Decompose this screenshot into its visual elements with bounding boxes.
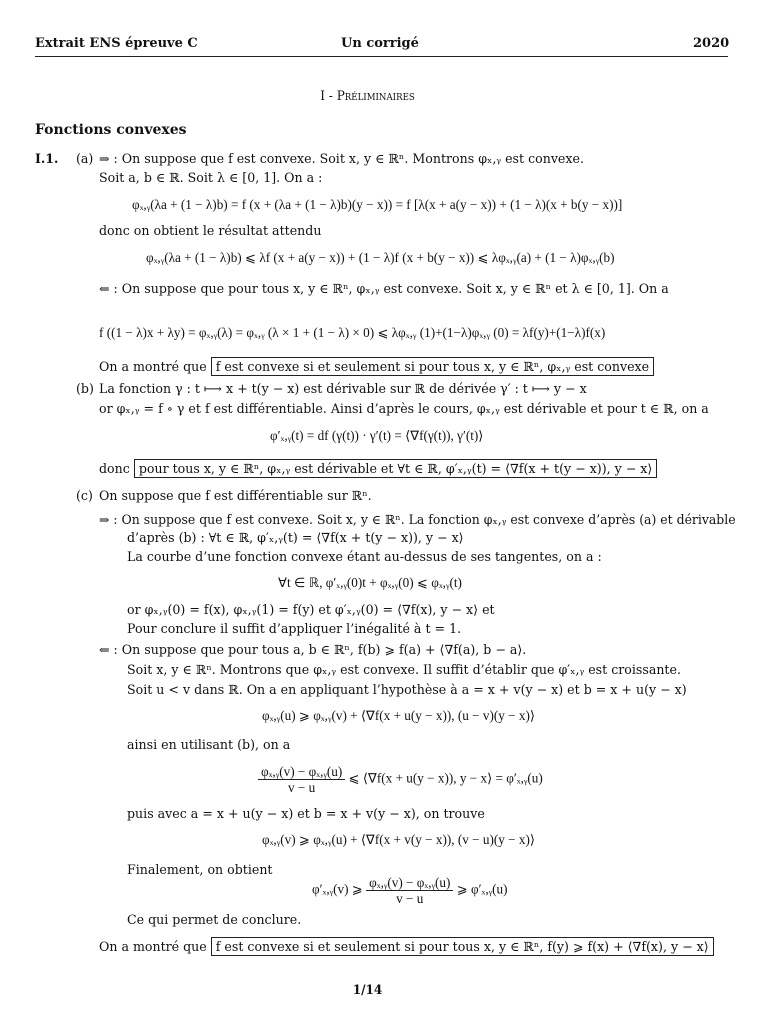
equation-fraction bbox=[258, 764, 543, 795]
part-a-label: (a) bbox=[76, 151, 94, 166]
part-c-label: (c) bbox=[76, 488, 93, 503]
equation: φₓ,ᵧ(λa + (1 − λ)b) = f (x + (λa + (1 − λ)b)(y − x)) = f [λ(x + a(y − x)) + (1 − λ)(x + b(y − x))] bbox=[132, 197, 623, 212]
boxed-result: pour tous x, y ∈ ℝⁿ, φₓ,ᵧ est dérivable et ∀t ∈ ℝ, φ′ₓ,ᵧ(t) = ⟨∇f(x + t(y − x)), y − x⟩ bbox=[134, 459, 657, 478]
fraction-numerator: φₓ,ᵧ(v) − φₓ,ᵧ(u) bbox=[258, 764, 345, 780]
equation: φ′ₓ,ᵧ(t) = df (γ(t)) · γ′(t) = ⟨∇f(γ(t)), γ′(t)⟩ bbox=[270, 428, 484, 443]
text-line: On suppose que f est différentiable sur ℝⁿ. bbox=[99, 488, 372, 503]
text-line: or φₓ,ᵧ = f ∘ γ et f est différentiable. Ainsi d’après le cours, φₓ,ᵧ est dérivable et pour t ∈ ℝ, on a bbox=[99, 401, 709, 416]
text-line: Ce qui permet de conclure. bbox=[127, 912, 302, 927]
text-line: Finalement, on obtient bbox=[127, 862, 273, 877]
equation-left: φ′ₓ,ᵧ(v) ⩾ bbox=[312, 881, 363, 897]
subsection-title: Fonctions convexes bbox=[35, 122, 187, 138]
text-line: Soit u < v dans ℝ. On a en appliquant l’hypothèse à a = x + v(y − x) et b = x + u(y − x) bbox=[127, 682, 687, 697]
text-line: ainsi en utilisant (b), on a bbox=[127, 737, 291, 752]
header-right: 2020 bbox=[693, 36, 730, 51]
text-line: puis avec a = x + u(y − x) et b = x + v(y − x), on trouve bbox=[127, 806, 485, 821]
fraction-denominator: v − u bbox=[396, 891, 424, 906]
equation: φₓ,ᵧ(u) ⩾ φₓ,ᵧ(v) + ⟨∇f(x + u(y − x)), (u − v)(y − x)⟩ bbox=[262, 708, 535, 723]
boxed-result: f est convexe si et seulement si pour tous x, y ∈ ℝⁿ, φₓ,ᵧ est convexe bbox=[211, 357, 654, 376]
fraction bbox=[258, 764, 345, 795]
equation-fraction bbox=[312, 875, 508, 906]
equation: φₓ,ᵧ(v) ⩾ φₓ,ᵧ(u) + ⟨∇f(x + v(y − x)), (v − u)(y − x)⟩ bbox=[262, 832, 535, 847]
text-line: Soit a, b ∈ ℝ. Soit λ ∈ [0, 1]. On a : bbox=[99, 170, 323, 185]
boxed-result: f est convexe si et seulement si pour tous x, y ∈ ℝⁿ, f(y) ⩾ f(x) + ⟨∇f(x), y − x⟩ bbox=[211, 937, 714, 956]
equation: φₓ,ᵧ(λa + (1 − λ)b) ⩽ λf (x + a(y − x)) + (1 − λ)f (x + b(y − x)) ⩽ λφₓ,ᵧ(a) + (1 − λ)φₓ,ᵧ(b) bbox=[146, 250, 615, 265]
part-b-label: (b) bbox=[76, 381, 94, 396]
text-line: Pour conclure il suffit d’appliquer l’inégalité à t = 1. bbox=[127, 621, 462, 636]
question-label: I.1. bbox=[35, 151, 59, 166]
page-number: 1/14 bbox=[352, 982, 383, 997]
text-line: donc on obtient le résultat attendu bbox=[99, 223, 322, 238]
header-rule bbox=[35, 56, 728, 57]
text-line bbox=[99, 461, 657, 477]
text-prefix: On a montré que bbox=[99, 359, 207, 374]
text-line: ⇐ : On suppose que pour tous a, b ∈ ℝⁿ, f(b) ⩾ f(a) + ⟨∇f(a), b − a⟩. bbox=[99, 642, 527, 657]
fraction bbox=[366, 875, 453, 906]
text-line: Soit x, y ∈ ℝⁿ. Montrons que φₓ,ᵧ est convexe. Il suffit d’établir que φ′ₓ,ᵧ est croissante. bbox=[127, 662, 681, 677]
text-prefix: On a montré que bbox=[99, 939, 207, 954]
text-line: La fonction γ : t ⟼ x + t(y − x) est dérivable sur ℝ de dérivée γ′ : t ⟼ y − x bbox=[99, 381, 587, 396]
equation: f ((1 − λ)x + λy) = φₓ,ᵧ(λ) = φₓ,ᵧ (λ × 1 + (1 − λ) × 0) ⩽ λφₓ,ᵧ (1)+(1−λ)φₓ,ᵧ (0) = λf(y)+(1−λ)f(x) bbox=[99, 325, 606, 340]
text-line: ⇒ : On suppose que f est convexe. Soit x, y ∈ ℝⁿ. Montrons φₓ,ᵧ est convexe. bbox=[99, 151, 584, 166]
text-line bbox=[99, 939, 714, 955]
section-title: I - Préliminaires bbox=[320, 88, 415, 103]
text-line: ⇐ : On suppose que pour tous x, y ∈ ℝⁿ, φₓ,ᵧ est convexe. Soit x, y ∈ ℝⁿ et λ ∈ [0, 1]. On a bbox=[99, 281, 669, 296]
fraction-numerator: φₓ,ᵧ(v) − φₓ,ᵧ(u) bbox=[366, 875, 453, 891]
header-center: Un corrigé bbox=[341, 36, 419, 51]
text-prefix: donc bbox=[99, 461, 130, 476]
header-left: Extrait ENS épreuve C bbox=[35, 36, 198, 51]
equation-right: ⩾ φ′ₓ,ᵧ(u) bbox=[456, 881, 508, 897]
equation: ∀t ∈ ℝ, φ′ₓ,ᵧ(0)t + φₓ,ᵧ(0) ⩽ φₓ,ᵧ(t) bbox=[278, 575, 462, 590]
fraction-denominator: v − u bbox=[288, 780, 316, 795]
text-line bbox=[99, 359, 654, 375]
text-line: or φₓ,ᵧ(0) = f(x), φₓ,ᵧ(1) = f(y) et φ′ₓ,ᵧ(0) = ⟨∇f(x), y − x⟩ et bbox=[127, 602, 495, 617]
text-line: d’après (b) : ∀t ∈ ℝ, φ′ₓ,ᵧ(t) = ⟨∇f(x + t(y − x)), y − x⟩ bbox=[127, 530, 464, 545]
equation-rest: ⩽ ⟨∇f(x + u(y − x)), y − x⟩ = φ′ₓ,ᵧ(u) bbox=[348, 770, 543, 786]
text-line: ⇒ : On suppose que f est convexe. Soit x, y ∈ ℝⁿ. La fonction φₓ,ᵧ est convexe d’après (a) et dérivable bbox=[99, 512, 736, 527]
text-line: La courbe d’une fonction convexe étant au-dessus de ses tangentes, on a : bbox=[127, 549, 602, 564]
